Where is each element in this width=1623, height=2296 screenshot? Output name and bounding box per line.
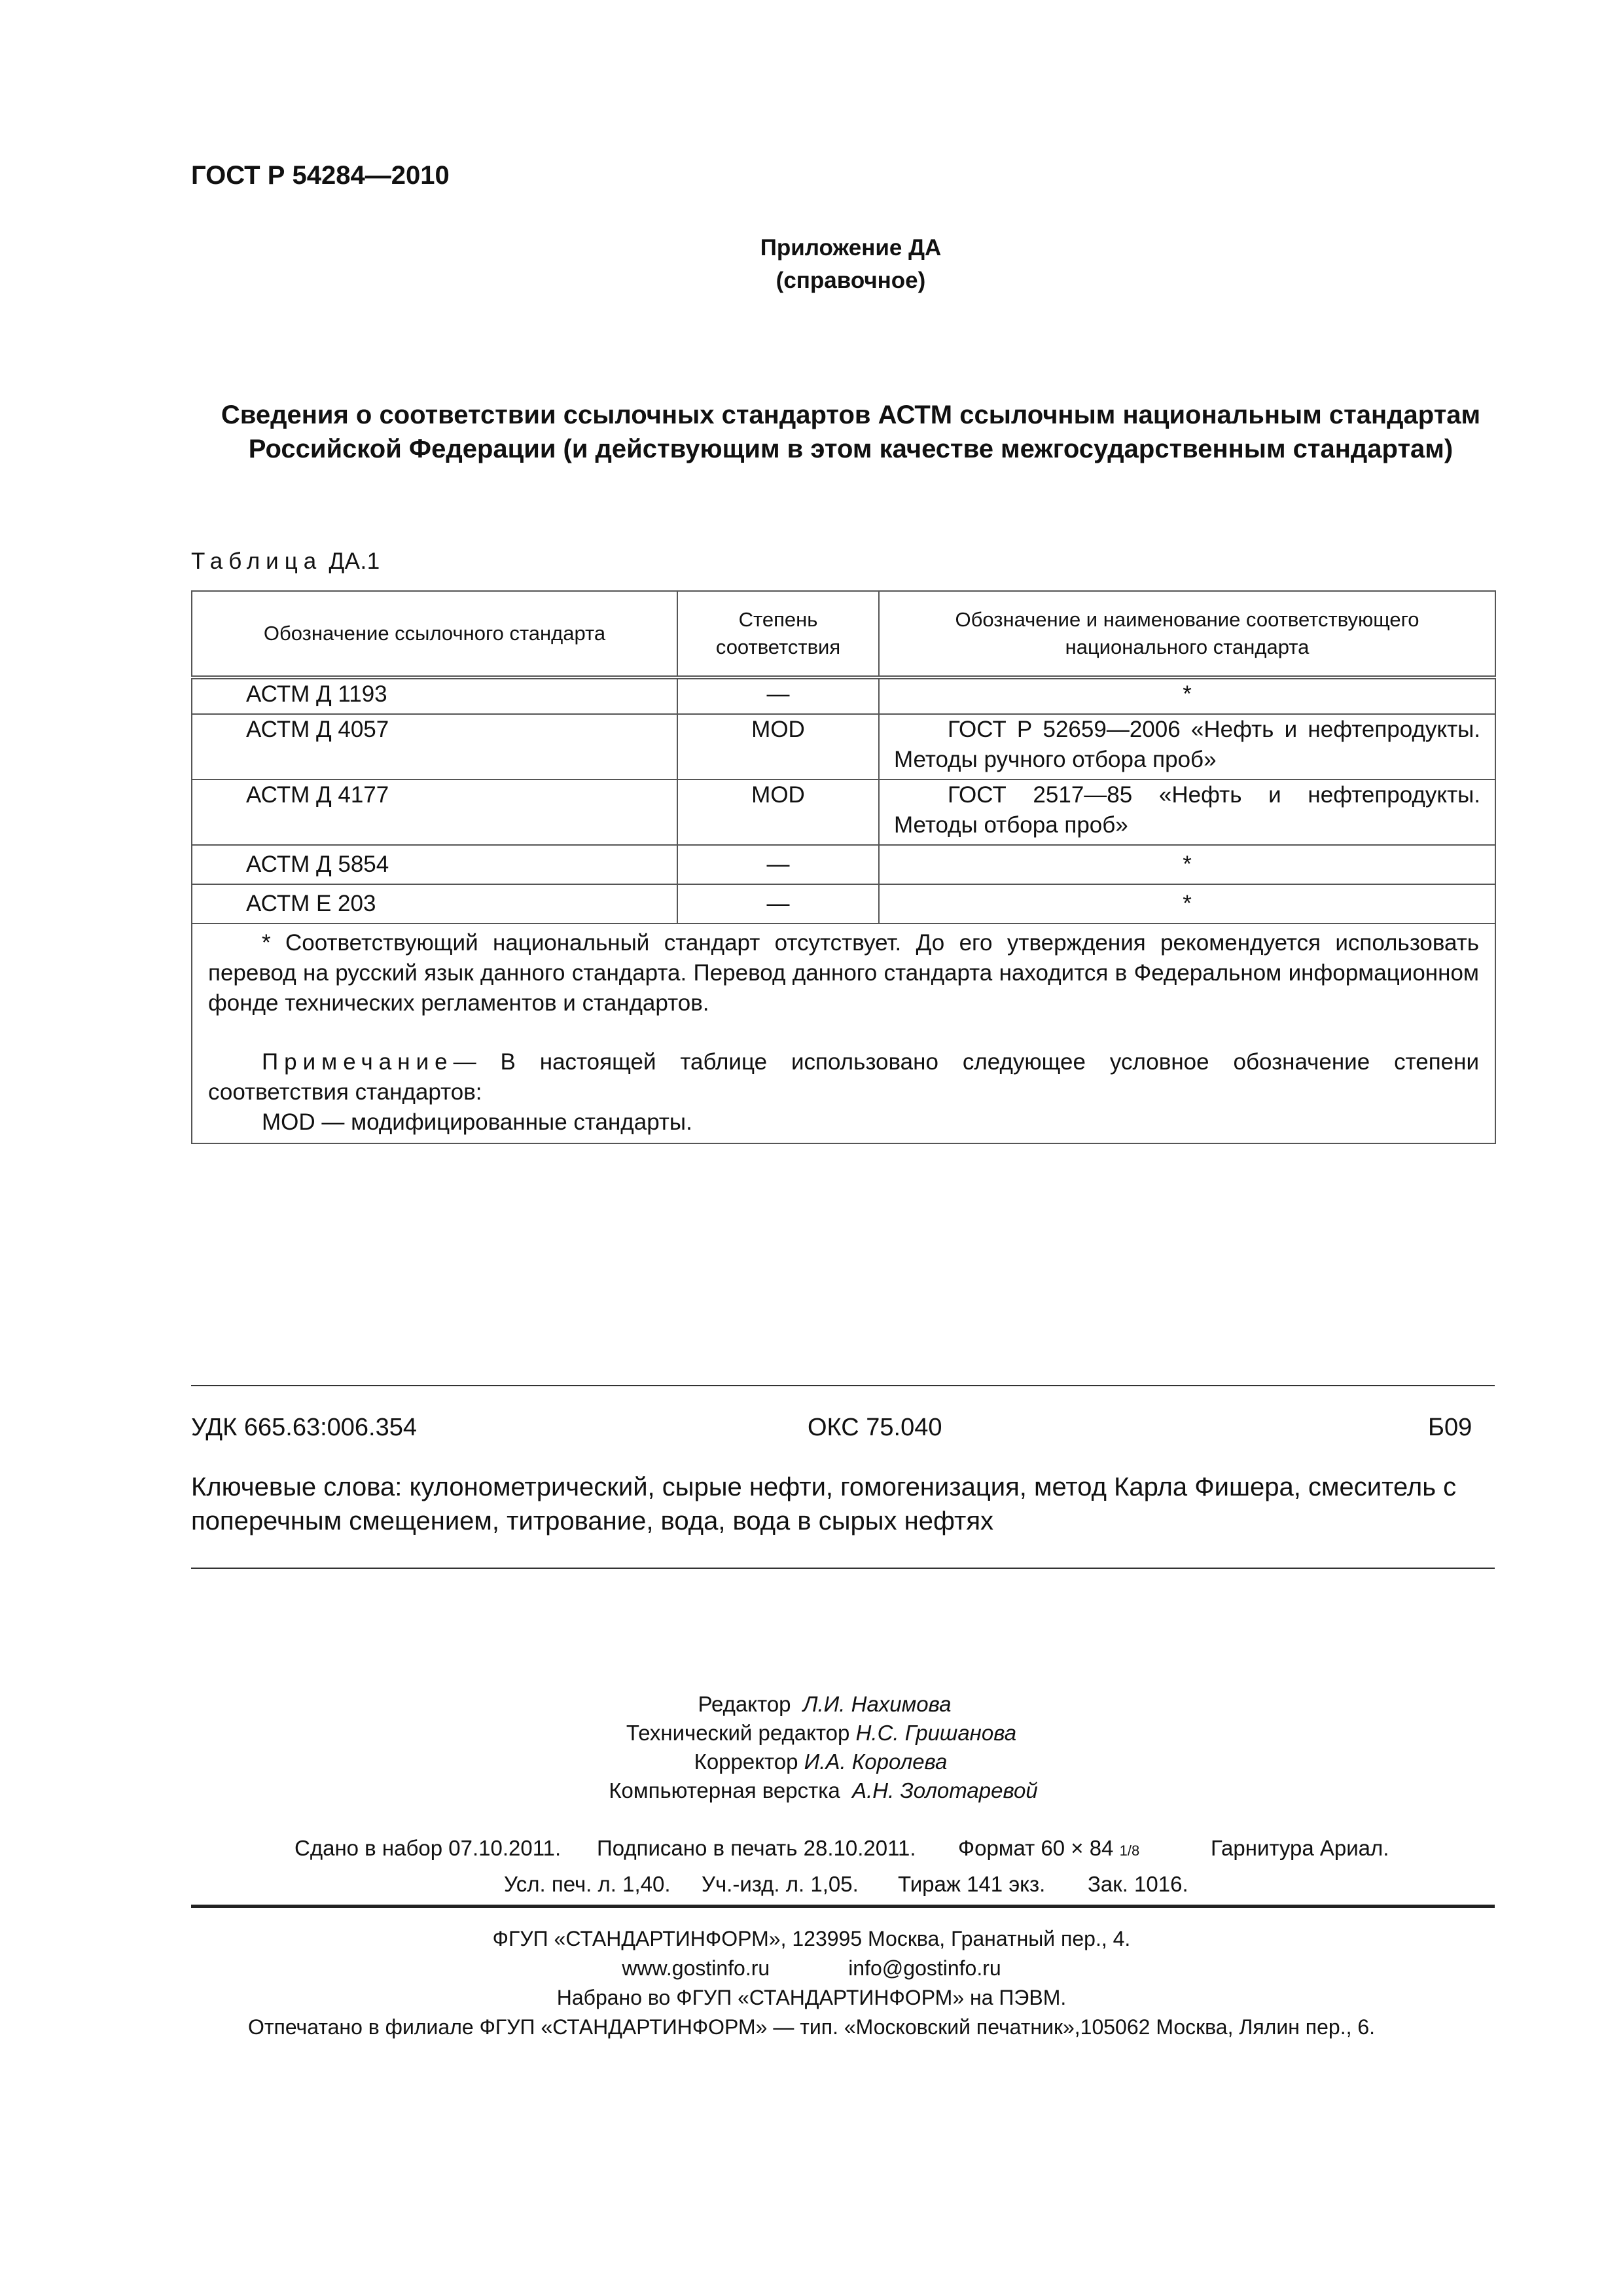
publisher-typeset: Набрано во ФГУП «СТАНДАРТИНФОРМ» на ПЭВМ. xyxy=(556,1986,1067,2009)
header-degree: Степень соответствия xyxy=(677,591,879,677)
table-row xyxy=(192,714,1495,780)
note-label: Примечание xyxy=(262,1049,454,1075)
degree-cell: MOD xyxy=(677,780,879,845)
credit-proofreader: Корректор И.А. Королева xyxy=(694,1749,948,1774)
degree-cell: — xyxy=(677,677,879,714)
table-header-row xyxy=(192,591,1495,677)
table-caption-number: ДА.1 xyxy=(329,548,380,574)
divider xyxy=(191,1385,1495,1386)
table-row xyxy=(192,884,1495,924)
publishing-sheets: Уч.-изд. л. 1,05. xyxy=(702,1872,859,1896)
publisher-website[interactable]: www.gostinfo.ru xyxy=(622,1956,770,1980)
national-standard-cell: ГОСТ 2517—85 «Нефть и нефтепродукты. Методы отбора проб» xyxy=(879,780,1495,845)
national-standard-cell: * xyxy=(879,884,1495,924)
print-run: Тираж 141 экз. xyxy=(898,1872,1046,1896)
appendix-type: (справочное) xyxy=(776,268,926,293)
note-text: — В настоящей таблице использовано следующее условное обозначение степени соответствия стандартов: xyxy=(208,1049,1479,1105)
typeface: Гарнитура Ариал. xyxy=(1211,1836,1389,1860)
ref-standard-cell: АСТМ Д 4057 xyxy=(192,714,677,780)
print-format: Формат 60 × 84 1/8 xyxy=(958,1836,1140,1860)
credit-tech-editor: Технический редактор Н.С. Гришанова xyxy=(626,1721,1017,1745)
format-fraction: 1/8 xyxy=(1119,1842,1140,1859)
national-standard-cell: * xyxy=(879,845,1495,884)
national-standard-cell: ГОСТ Р 52659—2006 «Нефть и нефтепродукты. Методы ручного отбора проб» xyxy=(879,714,1495,780)
ref-standard-cell: АСТМ Д 1193 xyxy=(192,677,677,714)
credit-layout: Компьютерная верстка А.Н. Золотаревой xyxy=(609,1778,1038,1803)
classification-code: Б09 xyxy=(1428,1414,1472,1441)
submitted-date: Сдано в набор 07.10.2011. xyxy=(294,1836,562,1860)
publisher-info xyxy=(0,1924,1623,2042)
publisher-contacts xyxy=(0,1954,1623,1983)
table-caption xyxy=(191,548,380,575)
table-note xyxy=(208,1047,1479,1107)
divider-thick xyxy=(191,1905,1495,1908)
publisher-address: ФГУП «СТАНДАРТИНФОРМ», 123995 Москва, Гранатный пер., 4. xyxy=(492,1927,1131,1950)
credit-name: И.А. Королева xyxy=(804,1749,948,1774)
ref-standard-cell: АСТМ Д 5854 xyxy=(192,845,677,884)
note-mod-definition: MOD — модифицированные стандарты. xyxy=(262,1109,692,1135)
document-code: ГОСТ Р 54284—2010 xyxy=(191,161,450,190)
credit-name: Н.С. Гришанова xyxy=(855,1721,1017,1745)
ref-standard-cell: АСТМ Д 4177 xyxy=(192,780,677,845)
table-footnote-cell xyxy=(192,924,1495,1143)
credits xyxy=(0,1690,1623,1805)
degree-cell: — xyxy=(677,845,879,884)
publisher-email[interactable]: info@gostinfo.ru xyxy=(848,1956,1001,1980)
credit-name: А.Н. Золотаревой xyxy=(852,1778,1038,1803)
signed-date: Подписано в печать 28.10.2011. xyxy=(597,1836,916,1860)
publisher-printed: Отпечатано в филиале ФГУП «СТАНДАРТИНФОРМ» — тип. «Московский печатник»,105062 Москва, Лялин пер., 6. xyxy=(247,2015,1376,2039)
table-footnote-row xyxy=(192,924,1495,1143)
appendix-title: Приложение ДА xyxy=(760,235,942,260)
keywords: Ключевые слова: кулонометрический, сырые нефти, гомогенизация, метод Карла Фишера, смеситель с поперечным смещением, титрование, вода, вода в сырых нефтях xyxy=(191,1473,1457,1535)
standards-table xyxy=(191,590,1496,1144)
table-row xyxy=(192,780,1495,845)
udk-code: УДК 665.63:006.354 xyxy=(191,1414,418,1441)
table-row xyxy=(192,677,1495,714)
table-row xyxy=(192,845,1495,884)
divider xyxy=(191,1568,1495,1569)
credit-name: Л.И. Нахимова xyxy=(802,1692,952,1716)
section-title: Сведения о соответствии ссылочных стандартов АСТМ ссылочным национальным стандартам Российской Федерации (и действующим в этом качестве межгосударственным стандартам) xyxy=(221,401,1481,463)
credit-editor: Редактор Л.И. Нахимова xyxy=(698,1692,952,1716)
ref-standard-cell: АСТМ Е 203 xyxy=(192,884,677,924)
order-number: Зак. 1016. xyxy=(1088,1872,1188,1896)
header-ref-standard: Обозначение ссылочного стандарта xyxy=(192,591,677,677)
header-national-standard: Обозначение и наименование соответствующего национального стандарта xyxy=(879,591,1495,677)
oks-code: ОКС 75.040 xyxy=(808,1414,942,1441)
degree-cell: MOD xyxy=(677,714,879,780)
printed-sheets: Усл. печ. л. 1,40. xyxy=(504,1872,671,1896)
table-caption-prefix: Таблица xyxy=(191,548,323,574)
table-footnote: * Соответствующий национальный стандарт отсутствует. До его утверждения рекомендуется использовать перевод на русский язык данного стандарта. Перевод данного стандарта находится в Федеральном информационном фонде технических регламентов и стандартов. xyxy=(208,930,1479,1016)
national-standard-cell: * xyxy=(879,677,1495,714)
degree-cell: — xyxy=(677,884,879,924)
